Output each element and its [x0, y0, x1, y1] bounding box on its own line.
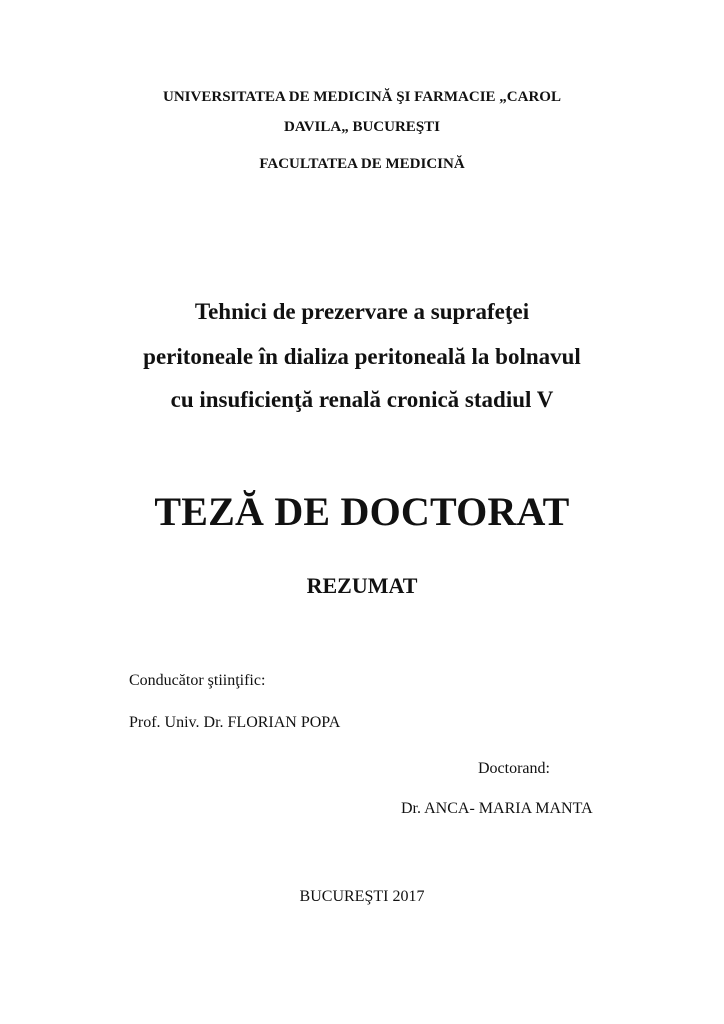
summary-heading: REZUMAT — [306, 573, 418, 598]
place-and-year: BUCUREŞTI 2017 — [299, 888, 425, 905]
supervisor-name: Prof. Univ. Dr. FLORIAN POPA — [129, 714, 341, 731]
thesis-title-line1: Tehnici de prezervare a suprafeţei — [194, 299, 530, 324]
faculty-name: FACULTATEA DE MEDICINĂ — [259, 156, 465, 172]
supervisor-label: Conducător ştiinţific: — [129, 672, 266, 689]
document-type-heading: TEZĂ DE DOCTORAT — [154, 489, 570, 534]
university-name-line2: DAVILA„ BUCUREŞTI — [283, 119, 440, 135]
candidate-label: Doctorand: — [478, 760, 550, 777]
candidate-name: Dr. ANCA- MARIA MANTA — [401, 800, 593, 817]
thesis-title-line2: peritoneale în dializa peritoneală la bolnavul — [143, 344, 581, 369]
university-name-line1: UNIVERSITATEA DE MEDICINĂ ŞI FARMACIE „CAROL — [163, 89, 561, 105]
thesis-title-line3: cu insuficienţă renală cronică stadiul V — [170, 387, 554, 412]
